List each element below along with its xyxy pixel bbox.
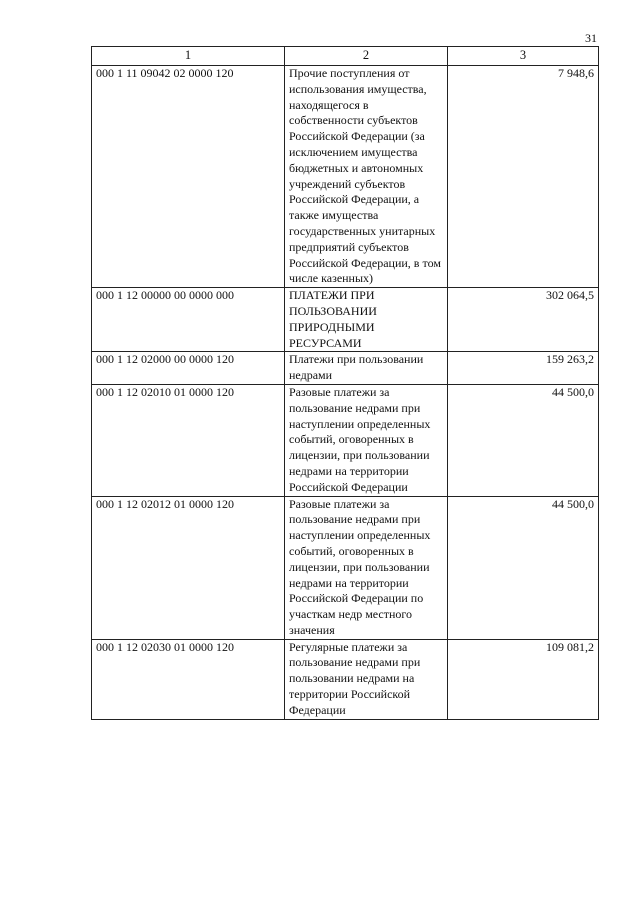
column-header-1: 1 xyxy=(92,47,285,66)
row-amount: 44 500,0 xyxy=(448,384,599,496)
row-code: 000 1 12 02010 01 0000 120 xyxy=(92,384,285,496)
row-amount: 44 500,0 xyxy=(448,496,599,639)
page-number: 31 xyxy=(585,31,597,45)
table-row xyxy=(92,288,599,352)
row-code: 000 1 12 00000 00 0000 000 xyxy=(92,288,285,352)
row-code: 000 1 11 09042 02 0000 120 xyxy=(92,66,285,288)
table-header-row xyxy=(92,47,599,66)
row-amount: 159 263,2 xyxy=(448,352,599,385)
row-name: ПЛАТЕЖИ ПРИ ПОЛЬЗОВАНИИ ПРИРОДНЫМИ РЕСУРСАМИ xyxy=(285,288,448,352)
row-name: Разовые платежи за пользование недрами при наступлении определенных событий, оговоренных в лицензии, при пользовании недрами на территории Российской Федерации по участкам недр местного значения xyxy=(285,496,448,639)
row-code: 000 1 12 02000 00 0000 120 xyxy=(92,352,285,385)
budget-revenue-table xyxy=(91,46,599,720)
row-code: 000 1 12 02030 01 0000 120 xyxy=(92,639,285,719)
table-row xyxy=(92,66,599,288)
table-row xyxy=(92,352,599,385)
table-row xyxy=(92,639,599,719)
row-amount: 7 948,6 xyxy=(448,66,599,288)
row-code: 000 1 12 02012 01 0000 120 xyxy=(92,496,285,639)
row-name: Регулярные платежи за пользование недрами при пользовании недрами на территории Российской Федерации xyxy=(285,639,448,719)
row-amount: 109 081,2 xyxy=(448,639,599,719)
table-row xyxy=(92,384,599,496)
row-name: Разовые платежи за пользование недрами при наступлении определенных событий, оговоренных в лицензии, при пользовании недрами на территории Российской Федерации xyxy=(285,384,448,496)
row-name: Платежи при пользовании недрами xyxy=(285,352,448,385)
column-header-2: 2 xyxy=(285,47,448,66)
table-row xyxy=(92,496,599,639)
column-header-3: 3 xyxy=(448,47,599,66)
row-amount: 302 064,5 xyxy=(448,288,599,352)
row-name: Прочие поступления от использования имущества, находящегося в собственности субъектов Российской Федерации (за исключением имущества бюджетных и автономных учреждений субъектов Российской Федерации, а также имущества государственных унитарных предприятий субъектов Российской Федерации, в том числе казенных) xyxy=(285,66,448,288)
